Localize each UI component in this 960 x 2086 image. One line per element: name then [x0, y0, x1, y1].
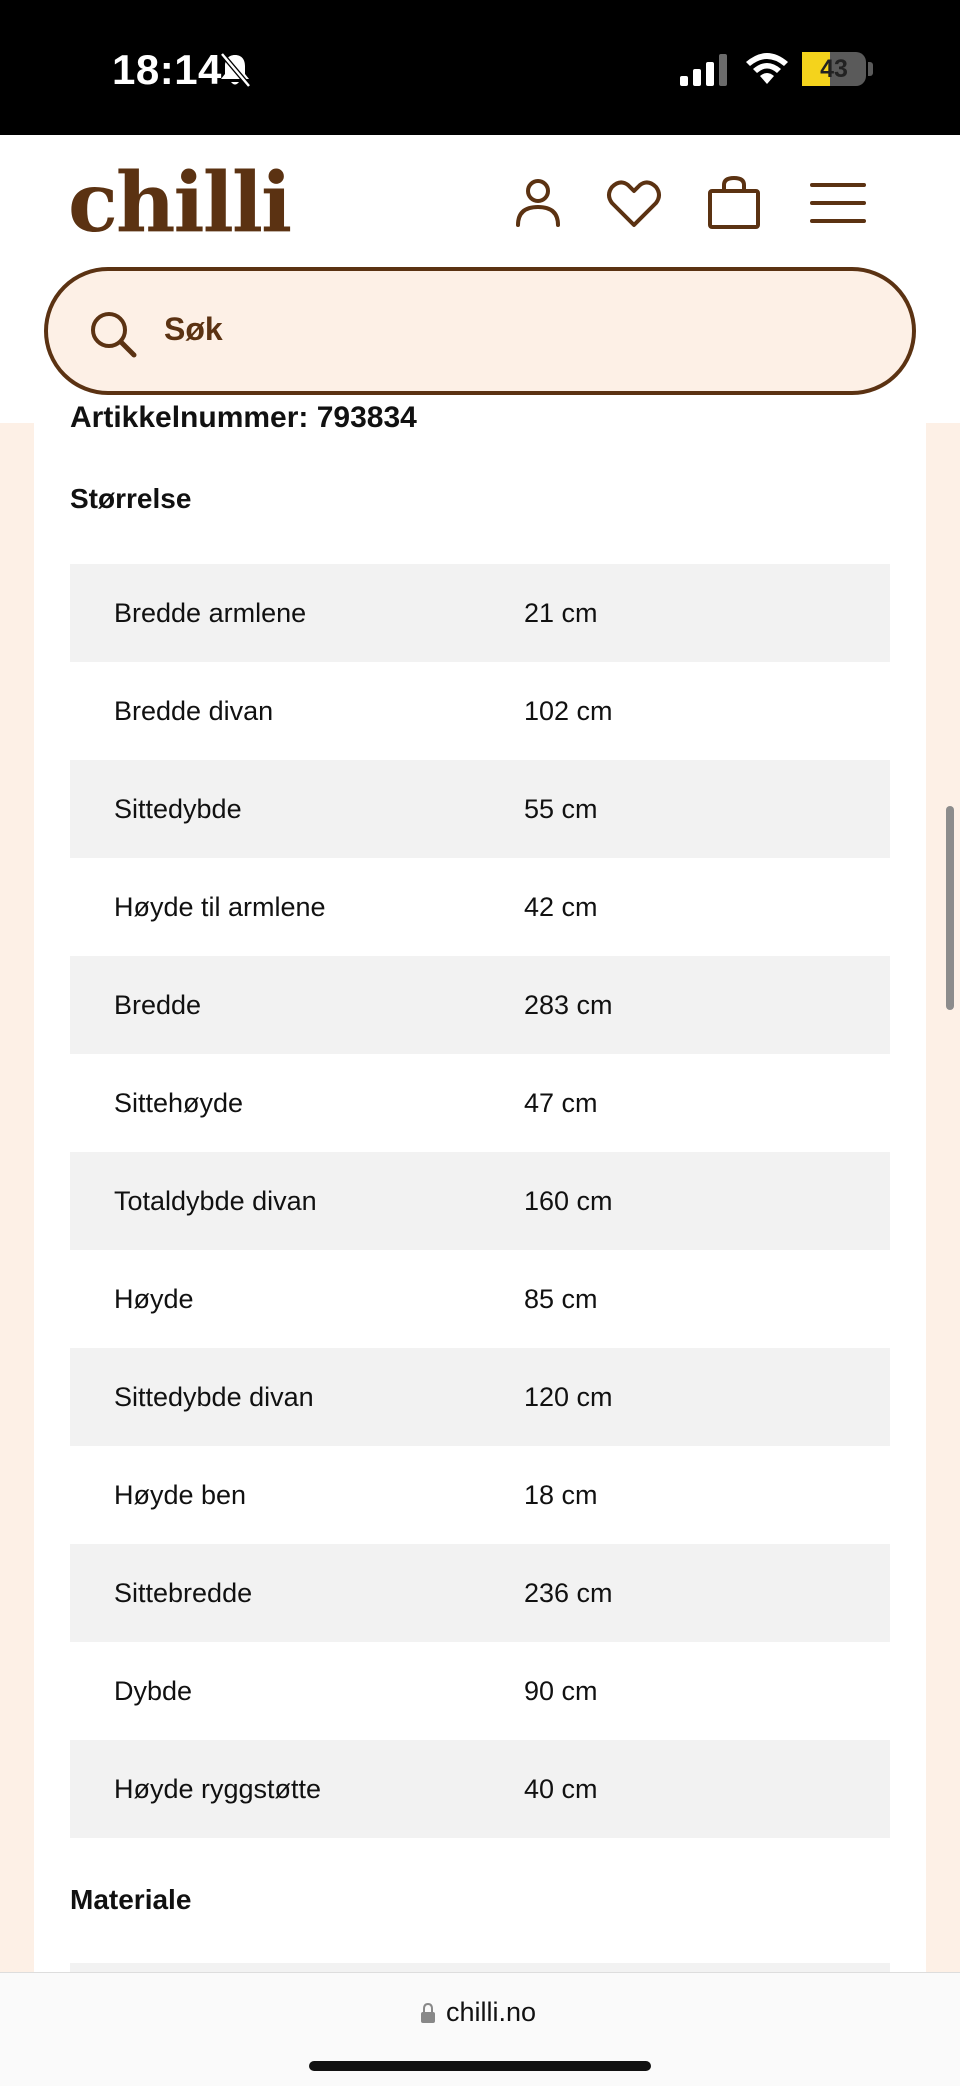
- status-time: 18:14: [112, 46, 222, 93]
- row-value: 18 cm: [524, 1479, 598, 1510]
- browser-url-bar[interactable]: [0, 1972, 960, 2086]
- row-value: 42 cm: [524, 891, 598, 922]
- row-label: Sittebredde: [114, 1577, 253, 1608]
- battery-icon: [802, 52, 866, 86]
- table-row: [70, 1054, 890, 1152]
- table-row: [70, 662, 890, 760]
- table-row: [70, 564, 890, 662]
- user-icon[interactable]: [508, 173, 568, 233]
- table-row: [70, 1740, 890, 1838]
- home-indicator[interactable]: [309, 2061, 651, 2071]
- row-label: Høyde ben: [114, 1479, 247, 1510]
- logo[interactable]: chilli: [68, 155, 291, 251]
- search-placeholder: Søk: [164, 311, 223, 347]
- table-row: [70, 858, 890, 956]
- material-section-title: Materiale: [70, 1884, 192, 1915]
- row-value: 40 cm: [524, 1773, 598, 1804]
- row-label: Høyde til armlene: [114, 891, 326, 922]
- table-row: [70, 1348, 890, 1446]
- product-details-card: [34, 401, 926, 1973]
- table-row: [70, 760, 890, 858]
- table-row: [70, 956, 890, 1054]
- search-icon: [88, 309, 138, 359]
- table-row: [70, 1446, 890, 1544]
- row-label: Sittehøyde: [114, 1087, 244, 1118]
- size-table: [70, 564, 890, 1838]
- search-input[interactable]: [44, 267, 916, 395]
- bag-icon[interactable]: [704, 173, 764, 233]
- row-value: 102 cm: [524, 695, 613, 726]
- lock-icon: [420, 2003, 436, 2023]
- row-value: 120 cm: [524, 1381, 613, 1412]
- row-label: Bredde: [114, 989, 202, 1020]
- row-value: 47 cm: [524, 1087, 598, 1118]
- scrollbar[interactable]: [946, 806, 954, 1010]
- bell-off-icon: [218, 52, 252, 88]
- menu-icon[interactable]: [808, 173, 868, 233]
- table-row: [70, 1642, 890, 1740]
- table-row: [70, 1152, 890, 1250]
- site-header: [0, 135, 960, 423]
- row-label: Bredde armlene: [114, 597, 307, 628]
- row-value: 283 cm: [524, 989, 613, 1020]
- url-text[interactable]: chilli.no: [446, 1997, 537, 2027]
- table-row: [70, 1544, 890, 1642]
- battery-percent: 43: [820, 54, 848, 83]
- row-label: Høyde ryggstøtte: [114, 1773, 322, 1804]
- signal-icon: [680, 54, 728, 86]
- row-value: 85 cm: [524, 1283, 598, 1314]
- row-value: 21 cm: [524, 597, 598, 628]
- row-value: 236 cm: [524, 1577, 613, 1608]
- size-section-title: Størrelse: [70, 483, 192, 514]
- row-label: Totaldybde divan: [114, 1185, 317, 1216]
- article-number: Artikkelnummer: 793834: [70, 401, 417, 434]
- heart-icon[interactable]: [604, 173, 664, 233]
- battery-nub: [868, 62, 873, 76]
- row-label: Sittedybde divan: [114, 1381, 314, 1412]
- wifi-icon: [744, 50, 790, 86]
- status-bar: [0, 0, 960, 135]
- row-label: Bredde divan: [114, 695, 274, 726]
- table-row: [70, 1250, 890, 1348]
- row-value: 160 cm: [524, 1185, 613, 1216]
- row-label: Sittedybde: [114, 793, 242, 824]
- row-label: Høyde: [114, 1283, 194, 1314]
- row-value: 90 cm: [524, 1675, 598, 1706]
- row-label: Dybde: [114, 1675, 193, 1706]
- row-value: 55 cm: [524, 793, 598, 824]
